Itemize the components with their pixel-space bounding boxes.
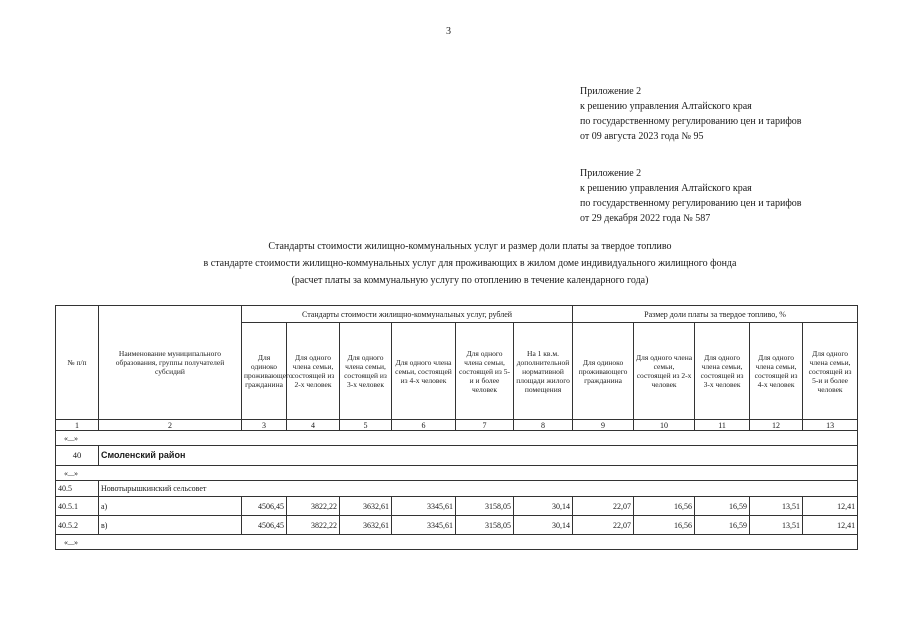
row-group: а) bbox=[99, 497, 242, 516]
omitted-rows bbox=[56, 535, 858, 550]
column-header-share-5: Для одного члена семьи, состоящей из 5-и и более человек bbox=[803, 323, 858, 420]
column-header-standard-5: Для одного члена семьи, состоящей из 5-и и более человек bbox=[456, 323, 514, 420]
settlement-name: Новотырышкинский сельсовет bbox=[99, 481, 858, 497]
value-cell: 30,14 bbox=[514, 516, 573, 535]
value-cell: 3158,05 bbox=[456, 497, 514, 516]
row-code: 40.5.1 bbox=[56, 497, 99, 516]
column-header-standard-sqm: На 1 кв.м. дополнительной нормативной площади жилого помещения bbox=[514, 323, 573, 420]
ellipsis-text: «...» bbox=[56, 535, 858, 550]
row-code: 40.5.2 bbox=[56, 516, 99, 535]
column-header-standard-2: Для одного члена семьи, состоящей из 2-х человек bbox=[287, 323, 340, 420]
value-cell: 13,51 bbox=[750, 497, 803, 516]
column-header-standard-3: Для одного члена семьи, состоящей из 3-х человек bbox=[340, 323, 392, 420]
value-cell: 16,56 bbox=[634, 516, 695, 535]
value-cell: 3822,22 bbox=[287, 516, 340, 535]
omitted-rows bbox=[56, 431, 858, 446]
column-header-share-1: Для одиноко проживающего гражданина bbox=[573, 323, 634, 420]
title-line: в стандарте стоимости жилищно-коммунальных услуг для проживающих в жилом доме индивидуального жилищного фонда bbox=[203, 258, 737, 269]
column-header-share-3: Для одного члена семьи, состоящей из 3-х человек bbox=[695, 323, 750, 420]
column-number: 5 bbox=[340, 420, 392, 431]
ellipsis-text: «...» bbox=[56, 466, 858, 481]
appendix-line: по государственному регулированию цен и тарифов bbox=[580, 116, 802, 127]
column-number-row bbox=[56, 420, 858, 431]
table-row bbox=[56, 497, 858, 516]
appendix-line: по государственному регулированию цен и тарифов bbox=[580, 198, 802, 209]
appendix-line: к решению управления Алтайского края bbox=[580, 183, 752, 194]
document-title bbox=[90, 238, 850, 289]
value-cell: 22,07 bbox=[573, 516, 634, 535]
column-header-standard-4: Для одного члена семьи, состоящей из 4-х человек bbox=[392, 323, 456, 420]
settlement-row bbox=[56, 481, 858, 497]
value-cell: 12,41 bbox=[803, 516, 858, 535]
appendix-line: Приложение 2 bbox=[580, 168, 642, 179]
page-number: 3 bbox=[446, 26, 451, 37]
appendix-line: от 09 августа 2023 года № 95 bbox=[580, 131, 704, 142]
value-cell: 12,41 bbox=[803, 497, 858, 516]
column-header-share-2: Для одного члена семьи, состоящей из 2-х человек bbox=[634, 323, 695, 420]
region-row bbox=[56, 446, 858, 466]
column-number: 11 bbox=[695, 420, 750, 431]
column-header-share-4: Для одного члена семьи, состоящей из 4-х человек bbox=[750, 323, 803, 420]
value-cell: 16,56 bbox=[634, 497, 695, 516]
column-number: 12 bbox=[750, 420, 803, 431]
column-number: 6 bbox=[392, 420, 456, 431]
value-cell: 3158,05 bbox=[456, 516, 514, 535]
column-number: 1 bbox=[56, 420, 99, 431]
ellipsis-text: «...» bbox=[56, 431, 858, 446]
column-number: 13 bbox=[803, 420, 858, 431]
value-cell: 4506,45 bbox=[242, 497, 287, 516]
column-number: 4 bbox=[287, 420, 340, 431]
value-cell: 30,14 bbox=[514, 497, 573, 516]
value-cell: 16,59 bbox=[695, 497, 750, 516]
value-cell: 3345,61 bbox=[392, 516, 456, 535]
value-cell: 3345,61 bbox=[392, 497, 456, 516]
column-number: 2 bbox=[99, 420, 242, 431]
region-code: 40 bbox=[56, 446, 99, 466]
value-cell: 3822,22 bbox=[287, 497, 340, 516]
value-cell: 3632,61 bbox=[340, 516, 392, 535]
value-cell: 22,07 bbox=[573, 497, 634, 516]
column-number: 3 bbox=[242, 420, 287, 431]
title-line: (расчет платы за коммунальную услугу по отоплению в течение календарного года) bbox=[291, 275, 649, 286]
column-header-name: Наименование муниципального образования, группы получателей субсидий bbox=[99, 306, 242, 420]
column-number: 8 bbox=[514, 420, 573, 431]
table-row bbox=[56, 516, 858, 535]
column-header-standard-1: Для одиноко проживающего гражданина bbox=[242, 323, 287, 420]
omitted-rows bbox=[56, 466, 858, 481]
column-number: 9 bbox=[573, 420, 634, 431]
group-header-standards: Стандарты стоимости жилищно-коммунальных услуг, рублей bbox=[242, 306, 573, 323]
column-number: 10 bbox=[634, 420, 695, 431]
value-cell: 13,51 bbox=[750, 516, 803, 535]
appendix-block-previous bbox=[580, 166, 802, 226]
appendix-block-current bbox=[580, 84, 802, 144]
value-cell: 16,59 bbox=[695, 516, 750, 535]
title-line: Стандарты стоимости жилищно-коммунальных услуг и размер доли платы за твердое топливо bbox=[268, 241, 672, 252]
row-group: в) bbox=[99, 516, 242, 535]
value-cell: 4506,45 bbox=[242, 516, 287, 535]
tariff-table bbox=[55, 305, 858, 550]
appendix-line: от 29 декабря 2022 года № 587 bbox=[580, 213, 711, 224]
appendix-line: к решению управления Алтайского края bbox=[580, 101, 752, 112]
settlement-code: 40.5 bbox=[56, 481, 99, 497]
column-header-number: № п/п bbox=[56, 306, 99, 420]
column-number: 7 bbox=[456, 420, 514, 431]
group-header-share: Размер доли платы за твердое топливо, % bbox=[573, 306, 858, 323]
appendix-line: Приложение 2 bbox=[580, 86, 642, 97]
value-cell: 3632,61 bbox=[340, 497, 392, 516]
region-name: Смоленский район bbox=[99, 446, 858, 466]
